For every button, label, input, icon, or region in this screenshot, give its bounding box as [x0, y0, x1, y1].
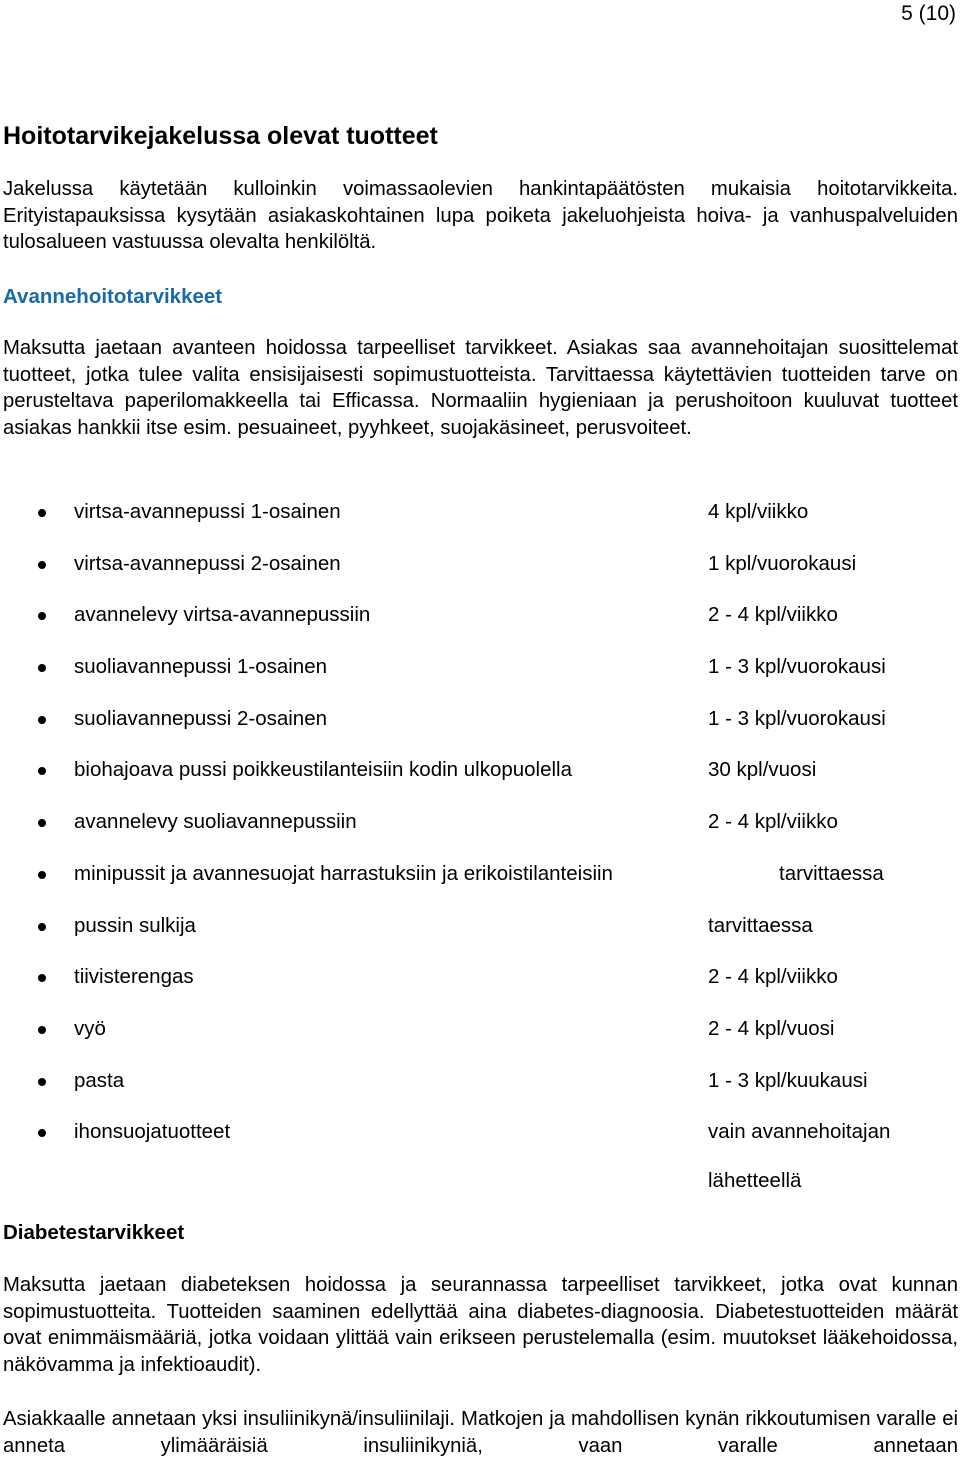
item-quantity: tarvittaessa [779, 861, 884, 885]
item-name: pasta [74, 1068, 125, 1092]
ostomy-supply-list [0, 497, 960, 1169]
item-name: virtsa-avannepussi 2-osainen [74, 551, 341, 575]
bullet-icon [38, 1129, 46, 1137]
list-item [0, 600, 960, 652]
item-quantity: 1 - 3 kpl/vuorokausi [708, 706, 886, 730]
bullet-icon [38, 1078, 46, 1086]
item-quantity: 1 - 3 kpl/vuorokausi [708, 655, 886, 679]
bullet-icon [38, 664, 46, 672]
diabetes-heading: Diabetestarvikkeet [3, 1221, 185, 1244]
bullet-icon [38, 1026, 46, 1034]
item-name: suoliavannepussi 1-osainen [74, 655, 328, 679]
ostomy-heading: Avannehoitotarvikkeet [3, 285, 223, 308]
item-name: minipussit ja avannesuojat harrastuksiin ja erikoistilanteisiin [74, 861, 613, 885]
item-name: ihonsuojatuotteet [74, 1120, 231, 1144]
list-item [0, 962, 960, 1014]
item-quantity: 2 - 4 kpl/viikko [708, 810, 838, 834]
item-name: vyö [74, 1016, 106, 1040]
list-item [0, 859, 960, 911]
list-item [0, 807, 960, 859]
item-name: biohajoava pussi poikkeustilanteisiin kodin ulkopuolella [74, 758, 573, 782]
bullet-icon [38, 561, 46, 569]
bullet-icon [38, 612, 46, 620]
item-name: pussin sulkija [74, 913, 196, 937]
item-quantity: 1 - 3 kpl/kuukausi [708, 1068, 868, 1092]
bullet-icon [38, 767, 46, 775]
list-item [0, 911, 960, 963]
item-quantity: 4 kpl/viikko [708, 500, 809, 523]
item-name: avannelevy virtsa-avannepussiin [74, 603, 371, 627]
item-name: avannelevy suoliavannepussiin [74, 810, 357, 834]
list-item [0, 1117, 960, 1169]
list-item [0, 755, 960, 807]
list-item [0, 497, 960, 549]
ostomy-paragraph: Maksutta jaetaan avanteen hoidossa tarpeelliset tarvikkeet. Asiakas saa avannehoitajan suosittelemat tuotteet, jotka tulee valita ensisijaisesti sopimustuotteista. Tarvittaessa käytettävien tuotteiden tarve on perusteltava paperilomakkeella tai Efficassa. Normaaliin hygieniaan ja perushoitoon kuuluvat tuotteet asiakas hankkii itse esim. pesuaineet, pyyhkeet, suojakäsineet, perusvoiteet. [3, 337, 958, 439]
item-quantity-continuation: lähetteellä [708, 1169, 802, 1192]
intro-paragraph: Jakelussa käytetään kulloinkin voimassaolevien hankintapäätösten mukaisia hoitotarvikkeita. Erityistapauksissa kysytään asiakaskohtainen lupa poiketa jakeluohjeista hoiva- ja vanhuspalveluiden tulosalueen vastuussa olevalta henkilöltä. [3, 178, 958, 253]
diabetes-paragraph: Maksutta jaetaan diabeteksen hoidossa ja seurannassa tarpeelliset tarvikkeet, jotka ovat kunnan sopimustuotteita. Tuotteiden saaminen edellyttää aina diabetes-diagnoosia. Diabetestuotteiden määrät ovat enimmäismääriä, jotka voidaan ylittää vain erikseen perustelemalla (esim. muutokset lääkehoidossa, näkövamma ja infektioaudit). [3, 1274, 958, 1376]
item-quantity: 1 kpl/vuorokausi [708, 551, 857, 575]
page-title: Hoitotarvikejakelussa olevat tuotteet [3, 122, 438, 150]
list-item [0, 1014, 960, 1066]
item-quantity: tarvittaessa [708, 913, 813, 937]
item-name: suoliavannepussi 2-osainen [74, 706, 328, 730]
bullet-icon [38, 871, 46, 879]
item-quantity: vain avannehoitajan [708, 1120, 891, 1144]
item-quantity: 30 kpl/vuosi [708, 758, 817, 782]
bullet-icon [38, 819, 46, 827]
diabetes-paragraph-2: Asiakkaalle annetaan yksi insuliinikynä/insuliinilaji. Matkojen ja mahdollisen kynän rikkoutumisen varalle ei anneta ylimääräisiä insuliinikyniä, vaan varalle annetaan [3, 1408, 958, 1457]
bullet-icon [38, 923, 46, 931]
list-item [0, 549, 960, 601]
list-item [0, 704, 960, 756]
bullet-icon [38, 509, 46, 517]
item-name: virtsa-avannepussi 1-osainen [74, 500, 341, 523]
list-item [0, 652, 960, 704]
bullet-icon [38, 716, 46, 724]
bullet-icon [38, 974, 46, 982]
item-quantity: 2 - 4 kpl/viikko [708, 603, 838, 627]
page-number: 5 (10) [901, 2, 956, 25]
item-name: tiivisterengas [74, 965, 194, 989]
list-item [0, 1066, 960, 1118]
item-quantity: 2 - 4 kpl/viikko [708, 965, 838, 989]
item-quantity: 2 - 4 kpl/vuosi [708, 1016, 835, 1040]
